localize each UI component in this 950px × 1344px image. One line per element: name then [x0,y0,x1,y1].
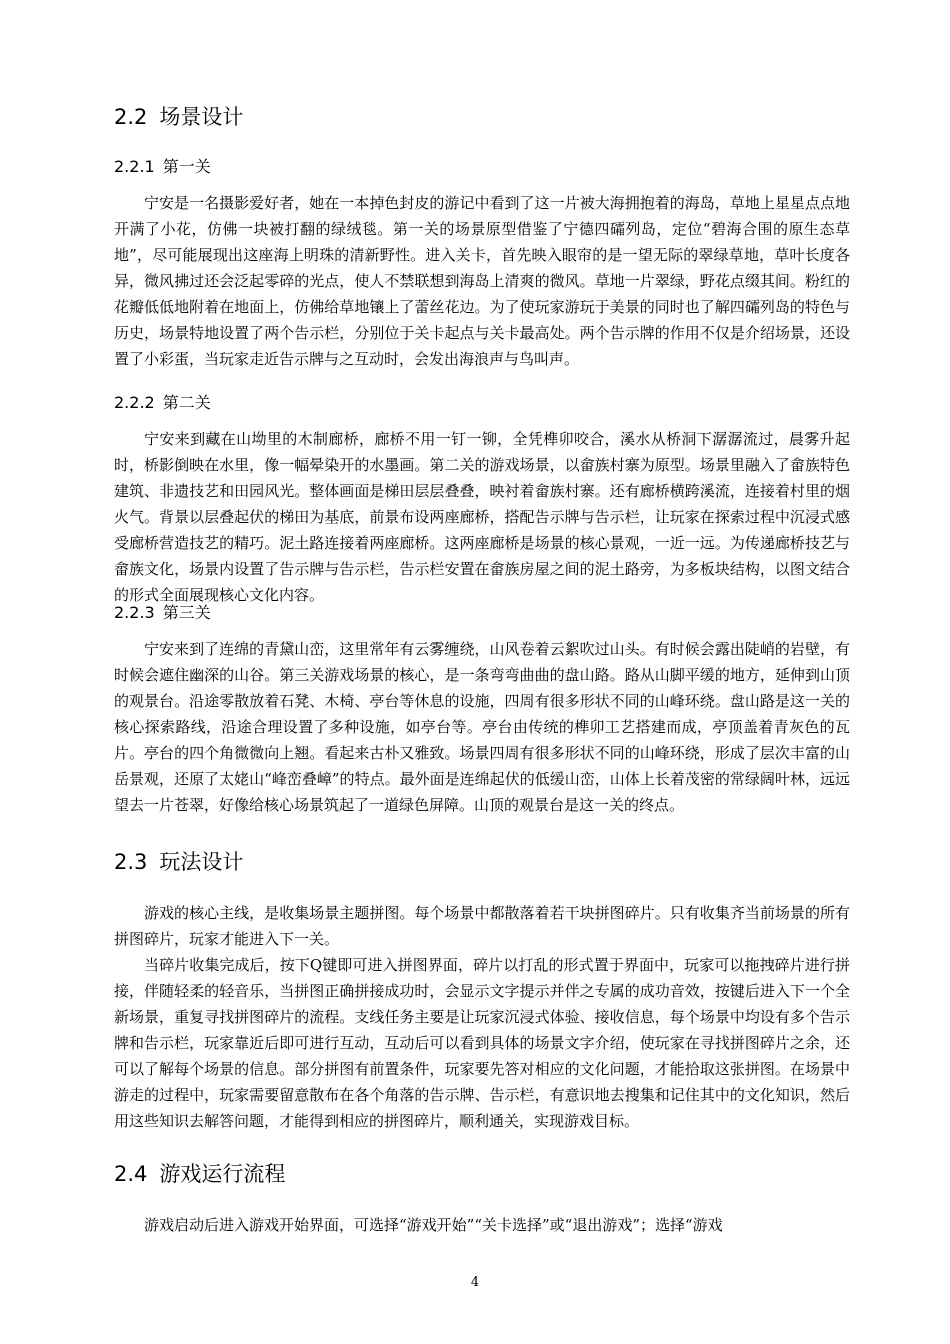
heading-title: 玩法设计 [159,850,244,874]
heading-number: 2.2.1 [114,157,155,176]
page-number: 4 [470,1275,480,1290]
heading-title: 游戏运行流程 [159,1162,286,1186]
heading-2-2-1 [114,156,211,178]
heading-number: 2.3 [114,850,148,874]
paragraph-level-3: 宁安来到了连绵的青黛山峦，这里常年有云雾缠绕，山风卷着云絮吹过山头。有时候会露出陡峭的岩壁，有时候会遮住幽深的山谷。第三关游戏场景的核心，是一条弯弯曲曲的盘山路。路从山脚平缓的地方，延伸到山顶的观景台。沿途零散放着石凳、木椅、亭台等休息的设施，四周有很多形状不同的山峰环绕。盘山路是这一关的核心探索路线，沿途合理设置了多种设施，如亭台等。亭台由传统的榫卯工艺搭建而成，亭顶盖着青灰色的瓦片。亭台的四个角微微向上翘。看起来古朴又雅致。场景四周有很多形状不同的山峰环绕，形成了层次丰富的山岳景观，还原了太姥山“峰峦叠嶂”的特点。最外面是连绵起伏的低缓山峦，山体上长着茂密的常绿阔叶林，远远望去一片苍翠，好像给核心场景筑起了一道绿色屏障。山顶的观景台是这一关的终点。 [114,640,850,814]
paragraph-flow: 游戏启动后进入游戏开始界面，可选择“游戏开始”“关卡选择”或“退出游戏”；选择“游戏 [144,1216,723,1234]
heading-number: 2.4 [114,1162,148,1186]
heading-number: 2.2 [114,105,148,129]
heading-number: 2.2.3 [114,603,155,622]
heading-title: 第三关 [162,603,211,622]
heading-title: 场景设计 [159,105,244,129]
heading-number: 2.2.2 [114,393,155,412]
heading-2-2-2 [114,392,211,414]
paragraph-gameplay-1: 游戏的核心主线，是收集场景主题拼图。每个场景中都散落着若干块拼图碎片。只有收集齐当前场景的所有拼图碎片，玩家才能进入下一关。 [114,904,850,948]
paragraph-level-1: 宁安是一名摄影爱好者，她在一本掉色封皮的游记中看到了这一片被大海拥抱着的海岛，草地上星星点点地开满了小花，仿佛一块被打翻的绿绒毯。第一关的场景原型借鉴了宁德四礵列岛，定位“碧海合围的原生态草地”，尽可能展现出这座海上明珠的清新野性。进入关卡，首先映入眼帘的是一望无际的翠绿草地，草叶长度各异，微风拂过还会泛起零碎的光点，使人不禁联想到海岛上清爽的微风。草地一片翠绿，野花点缀其间。粉红的花瓣低低地附着在地面上，仿佛给草地镶上了蕾丝花边。为了使玩家游玩于美景的同时也了解四礵列岛的特色与历史，场景特地设置了两个告示栏，分别位于关卡起点与关卡最高处。两个告示牌的作用不仅是介绍场景，还设置了小彩蛋，当玩家走近告示牌与之互动时，会发出海浪声与鸟叫声。 [114,194,850,368]
heading-title: 第二关 [162,393,211,412]
heading-2-3 [114,848,243,876]
heading-2-4 [114,1160,285,1188]
heading-2-2 [114,103,243,131]
paragraph-level-2: 宁安来到藏在山坳里的木制廊桥，廊桥不用一钉一铆，全凭榫卯咬合，溪水从桥洞下潺潺流过，晨雾升起时，桥影倒映在水里，像一幅晕染开的水墨画。第二关的游戏场景，以畲族村寨为原型。场景里融入了畲族特色建筑、非遗技艺和田园风光。整体画面是梯田层层叠叠，映衬着畲族村寨。还有廊桥横跨溪流，连接着村里的烟火气。背景以层叠起伏的梯田为基底，前景布设两座廊桥，搭配告示牌与告示栏，让玩家在探索过程中沉浸式感受廊桥营造技艺的精巧。泥土路连接着两座廊桥。这两座廊桥是场景的核心景观，一近一远。为传递廊桥技艺与畲族文化，场景内设置了告示牌与告示栏，告示栏安置在畲族房屋之间的泥土路旁，为多板块结构，以图文结合的形式全面展现核心文化内容。 [114,430,850,604]
paragraph-gameplay-2: 当碎片收集完成后，按下Q键即可进入拼图界面，碎片以打乱的形式置于界面中，玩家可以拖拽碎片进行拼接，伴随轻柔的轻音乐，当拼图正确拼接成功时，会显示文字提示并伴之专属的成功音效，按键后进入下一个全新场景，重复寻找拼图碎片的流程。支线任务主要是让玩家沉浸式体验、接收信息，每个场景中均设有多个告示牌和告示栏，玩家靠近后即可进行互动，互动后可以看到具体的场景文字介绍，使玩家在寻找拼图碎片之余，还可以了解每个场景的信息。部分拼图有前置条件，玩家要先答对相应的文化问题，才能拾取这张拼图。在场景中游走的过程中，玩家需要留意散布在各个角落的告示牌、告示栏，有意识地去搜集和记住其中的文化知识，然后用这些知识去解答问题，才能得到相应的拼图碎片，顺利通关，实现游戏目标。 [114,956,850,1130]
heading-2-2-3 [114,602,211,624]
heading-title: 第一关 [162,157,211,176]
